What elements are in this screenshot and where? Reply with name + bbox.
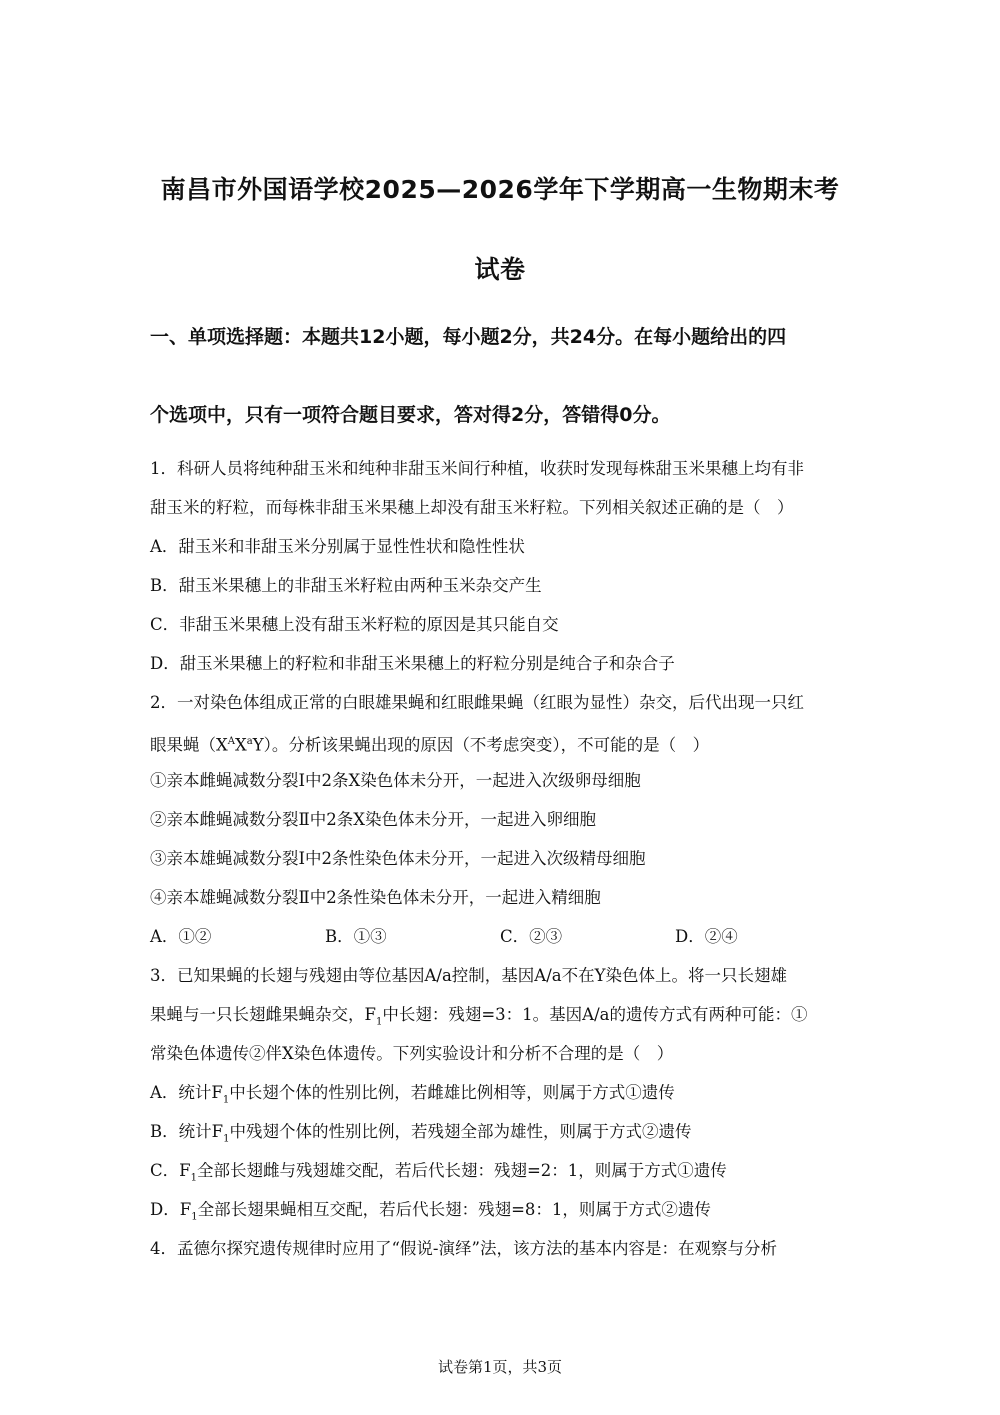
q3-stem-line2 <box>150 1004 860 1033</box>
section-heading-line2: 个选项中，只有一项符合题目要求，答对得2分，答错得0分。 <box>150 404 671 426</box>
q2-option-c: C．②③ <box>500 927 563 946</box>
q3-option-d <box>150 1199 860 1228</box>
q2-allele-sup-b: a <box>246 736 253 747</box>
q1-option-d: D．甜玉米果穗上的籽粒和非甜玉米果穗上的籽粒分别是纯合子和杂合子 <box>150 654 675 673</box>
q3-stem-line3: 常染色体遗传②伴X染色体遗传。下列实验设计和分析不合理的是（ ） <box>150 1044 674 1063</box>
q3-option-c-pre: C．F <box>150 1161 191 1180</box>
q3-stem-text-post: 中长翅：残翅=3：1。基因A/a的遗传方式有两种可能：① <box>382 1005 808 1024</box>
q3-option-d-pre: D．F <box>150 1200 192 1219</box>
q2-option-d: D．②④ <box>675 927 738 946</box>
q3-option-d-sub: 1 <box>191 1211 198 1223</box>
q3-option-b-post: 中残翅个体的性别比例，若残翅全部为雄性，则属于方式②遗传 <box>229 1122 692 1141</box>
q3-option-a-post: 中长翅个体的性别比例，若雌雄比例相等，则属于方式①遗传 <box>229 1083 675 1102</box>
q2-option-a: A．①② <box>150 927 212 946</box>
q3-option-b-pre: B．统计F <box>150 1122 224 1141</box>
q2-stem-text-pre: 眼果蝇（X <box>150 735 228 755</box>
q2-item-4: ④亲本雄蝇减数分裂Ⅱ中2条性染色体未分开，一起进入精细胞 <box>150 888 601 907</box>
q1-option-c: C．非甜玉米果穗上没有甜玉米籽粒的原因是其只能自交 <box>150 615 559 634</box>
q2-stem-line1: 2．一对染色体组成正常的白眼雄果蝇和红眼雌果蝇（红眼为显性）杂交，后代出现一只红 <box>150 693 804 712</box>
exam-title-line1: 南昌市外国语学校2025—2026学年下学期高一生物期末考 <box>160 175 840 204</box>
q1-stem-line1: 1．科研人员将纯种甜玉米和纯种非甜玉米间行种植，收获时发现每株甜玉米果穗上均有非 <box>150 459 804 478</box>
q3-option-a <box>150 1082 860 1111</box>
q3-option-a-sub: 1 <box>222 1094 230 1106</box>
q3-option-c-post: 全部长翅雌与残翅雄交配，若后代长翅：残翅=2：1，则属于方式①遗传 <box>196 1161 727 1180</box>
q2-stem-text-mid: X <box>234 735 247 755</box>
q2-item-2: ②亲本雌蝇减数分裂Ⅱ中2条X染色体未分开，一起进入卵细胞 <box>150 810 596 829</box>
q1-stem-line2: 甜玉米的籽粒，而每株非甜玉米果穗上却没有甜玉米籽粒。下列相关叙述正确的是（ ） <box>150 498 794 517</box>
q3-option-b-sub: 1 <box>223 1133 230 1145</box>
q2-allele-sup-a: A <box>227 736 235 747</box>
q2-option-b: B．①③ <box>325 927 387 946</box>
q2-item-3: ③亲本雄蝇减数分裂Ⅰ中2条性染色体未分开，一起进入次级精母细胞 <box>150 849 646 868</box>
page-footer: 试卷第1页，共3页 <box>437 1358 563 1376</box>
q3-option-a-pre: A．统计F <box>150 1083 223 1102</box>
q3-stem-text-pre: 果蝇与一只长翅雌果蝇杂交，F <box>150 1005 376 1024</box>
q1-option-b: B．甜玉米果穗上的非甜玉米籽粒由两种玉米杂交产生 <box>150 576 542 595</box>
q4-stem-line1: 4．孟德尔探究遗传规律时应用了“假说-演绎”法，该方法的基本内容是：在观察与分析 <box>150 1239 777 1258</box>
q3-option-b <box>150 1121 860 1150</box>
q3-option-d-post: 全部长翅果蝇相互交配，若后代长翅：残翅=8：1，则属于方式②遗传 <box>197 1200 711 1219</box>
section-heading-line1: 一、单项选择题：本题共12小题，每小题2分，共24分。在每小题给出的四 <box>150 326 787 348</box>
q3-stem-line1: 3．已知果蝇的长翅与残翅由等位基因A/a控制，基因A/a不在Y染色体上。将一只长翅雄 <box>150 966 788 985</box>
q3-generation-sub: 1 <box>375 1016 383 1028</box>
q3-option-c-sub: 1 <box>190 1172 197 1184</box>
q2-item-1: ①亲本雌蝇减数分裂Ⅰ中2条X染色体未分开，一起进入次级卵母细胞 <box>150 771 641 790</box>
exam-title-line2: 试卷 <box>474 255 526 284</box>
q2-stem-text-post: Y）。分析该果蝇出现的原因（不考虑突变），不可能的是（ ） <box>252 735 710 755</box>
q3-option-c <box>150 1160 860 1189</box>
q1-option-a: A．甜玉米和非甜玉米分别属于显性性状和隐性性状 <box>150 537 525 556</box>
q2-stem-line2 <box>150 731 860 757</box>
